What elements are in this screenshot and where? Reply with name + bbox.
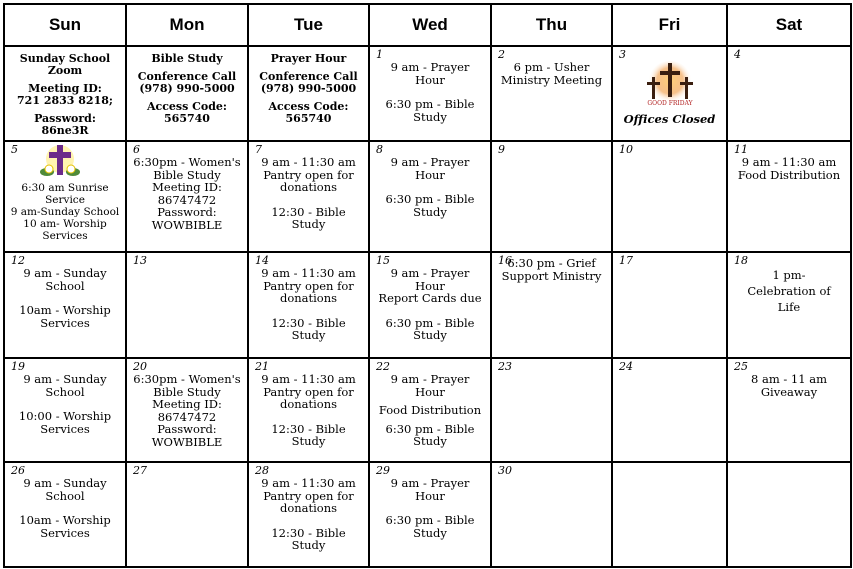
day-number: 30 [498,464,512,477]
week-row [4,46,851,141]
weekday-header: Wed [369,4,491,46]
day-cell [369,141,491,252]
event-title: Prayer Hour [270,52,347,65]
day-cell [4,358,126,462]
day-cell [4,462,126,567]
day-cell [126,141,248,252]
day-cell [612,46,727,141]
event-text: Password: WOWBIBLE [151,422,223,449]
weekday-header: Fri [612,4,727,46]
day-cell [369,252,491,358]
day-number: 15 [376,254,390,267]
day-cell [612,462,727,567]
day-cell [727,358,851,462]
event-text: Password: WOWBIBLE [151,205,223,232]
event-text: 12:30 - Bible Study [271,421,346,448]
event-text: 9 am - Sunday School [23,266,107,293]
event-text: Conference Call [259,70,358,83]
event-text: (978) 990-5000 [260,82,357,95]
week-row [4,252,851,358]
event-title: Zoom [47,64,83,77]
event-text: (978) 990-5000 [139,82,235,95]
day-number: 14 [255,254,269,267]
day-cell [491,462,612,567]
event-text: 9 am - Prayer Hour [390,60,470,87]
day-cell [248,462,369,567]
event-text: 9 am - Sunday School [23,372,107,399]
event-text: 9 am - Prayer Hour [390,476,470,503]
day-cell [126,462,248,567]
event-text: 6:30 am Sunrise Service [21,182,109,206]
day-cell [4,141,126,252]
event-text: 9 am - 11:30 am Pantry open for donations [261,266,356,305]
day-cell [727,252,851,358]
day-cell [491,358,612,462]
event-text: 1 pm- Celebration of Life [747,268,831,314]
week-row [4,358,851,462]
event-text: Meeting ID: [28,82,102,95]
day-number: 27 [133,464,147,477]
svg-text:GOOD FRIDAY: GOOD FRIDAY [646,100,693,107]
event-text: 12:30 - Bible Study [271,315,346,342]
day-number: 23 [498,360,512,373]
day-number: 5 [11,143,18,156]
day-cell [248,141,369,252]
weekday-header: Sun [4,4,126,46]
day-cell [612,141,727,252]
good-friday-crosses-icon [644,61,696,113]
day-number: 12 [11,254,25,267]
day-number: 4 [734,48,741,61]
calendar-grid [3,3,852,568]
day-cell [727,462,851,567]
day-cell [612,358,727,462]
event-text: Report Cards due [378,291,482,305]
day-cell [491,252,612,358]
event-text: 8 am - 11 am Giveaway [751,372,827,399]
day-cell [369,462,491,567]
event-text: 9 am - Prayer Hour [390,372,470,399]
event-title: Bible Study [151,52,223,65]
event-text: 565740 [285,112,332,125]
day-number: 22 [376,360,390,373]
event-text: 9 am - Prayer Hour [390,266,470,293]
day-cell [491,46,612,141]
weekday-header: Sat [727,4,851,46]
event-text: Meeting ID: 86747472 [152,180,222,207]
day-number: 17 [619,254,633,267]
day-cell [369,358,491,462]
event-text: 10am - Worship Services [19,513,111,540]
day-number: 28 [255,464,269,477]
event-text: 9 am - 11:30 am Food Distribution [737,155,841,182]
day-number: 2 [498,48,505,61]
day-number: 13 [133,254,147,267]
event-text: 9 am - Prayer Hour [390,155,470,182]
event-text: Access Code: [268,100,349,113]
day-cell [126,46,248,141]
event-text: 6:30 pm - Bible Study [385,192,475,219]
day-cell [4,252,126,358]
day-number: 6 [133,143,140,156]
day-number: 3 [619,48,626,61]
event-text: 6:30pm - Women's Bible Study [133,372,241,399]
event-text: 565740 [164,112,210,125]
day-cell [491,141,612,252]
event-text: Meeting ID: 86747472 [152,397,222,424]
event-text: 9 am - Sunday School [23,476,107,503]
day-number: 29 [376,464,390,477]
day-cell [248,358,369,462]
day-cell [727,46,851,141]
day-number: 18 [734,254,748,267]
event-text: 6:30 pm - Bible Study [385,315,475,342]
event-text: Food Distribution [378,403,482,417]
day-cell [248,46,369,141]
day-cell [248,252,369,358]
week-row [4,462,851,567]
event-text: Password: 86ne3R [34,112,96,137]
event-text: 6:30 pm - Grief Support Ministry [501,256,602,283]
weekday-header: Thu [491,4,612,46]
event-text: 9 am - 11:30 am Pantry open for donations [261,476,356,515]
event-text: 10am - Worship Services [19,303,111,330]
event-text: 9 am - 11:30 am Pantry open for donations [261,155,356,194]
day-number: 8 [376,143,383,156]
easter-cross-lilies-icon [40,144,80,182]
event-text: 10:00 - Worship Services [18,409,112,436]
day-number: 24 [619,360,633,373]
day-number: 19 [11,360,25,373]
weekday-header: Tue [248,4,369,46]
weekday-header-row [4,4,851,46]
event-text: Access Code: [147,100,227,113]
day-number: 1 [376,48,383,61]
event-text: 12:30 - Bible Study [271,204,346,231]
day-cell [126,358,248,462]
day-number: 26 [11,464,25,477]
event-text: 12:30 - Bible Study [271,525,346,552]
day-number: 10 [619,143,633,156]
event-text: 9 am-Sunday School [10,206,120,218]
day-number: 7 [255,143,262,156]
event-text: 6 pm - Usher Ministry Meeting [500,60,603,87]
week-row [4,141,851,252]
event-text: 6:30 pm - Bible Study [385,421,475,448]
day-cell [4,46,126,141]
day-number: 16 [498,254,512,267]
offices-closed-note: Offices Closed [623,112,716,126]
day-number: 20 [133,360,147,373]
day-cell [126,252,248,358]
day-cell [612,252,727,358]
day-number: 25 [734,360,748,373]
event-text: 721 2833 8218; [17,94,113,107]
day-number: 11 [734,143,748,156]
event-title: Sunday School [19,52,111,65]
day-number: 21 [255,360,269,373]
day-cell [369,46,491,141]
day-cell [727,141,851,252]
event-text: 6:30 pm - Bible Study [385,97,475,124]
event-text: 6:30 pm - Bible Study [385,513,475,540]
weekday-header: Mon [126,4,248,46]
event-text: 6:30pm - Women's Bible Study [133,155,241,182]
event-text: Conference Call [137,70,237,83]
day-number: 9 [498,143,505,156]
event-text: 10 am- Worship Services [23,218,107,242]
event-text: 9 am - 11:30 am Pantry open for donations [261,372,356,411]
